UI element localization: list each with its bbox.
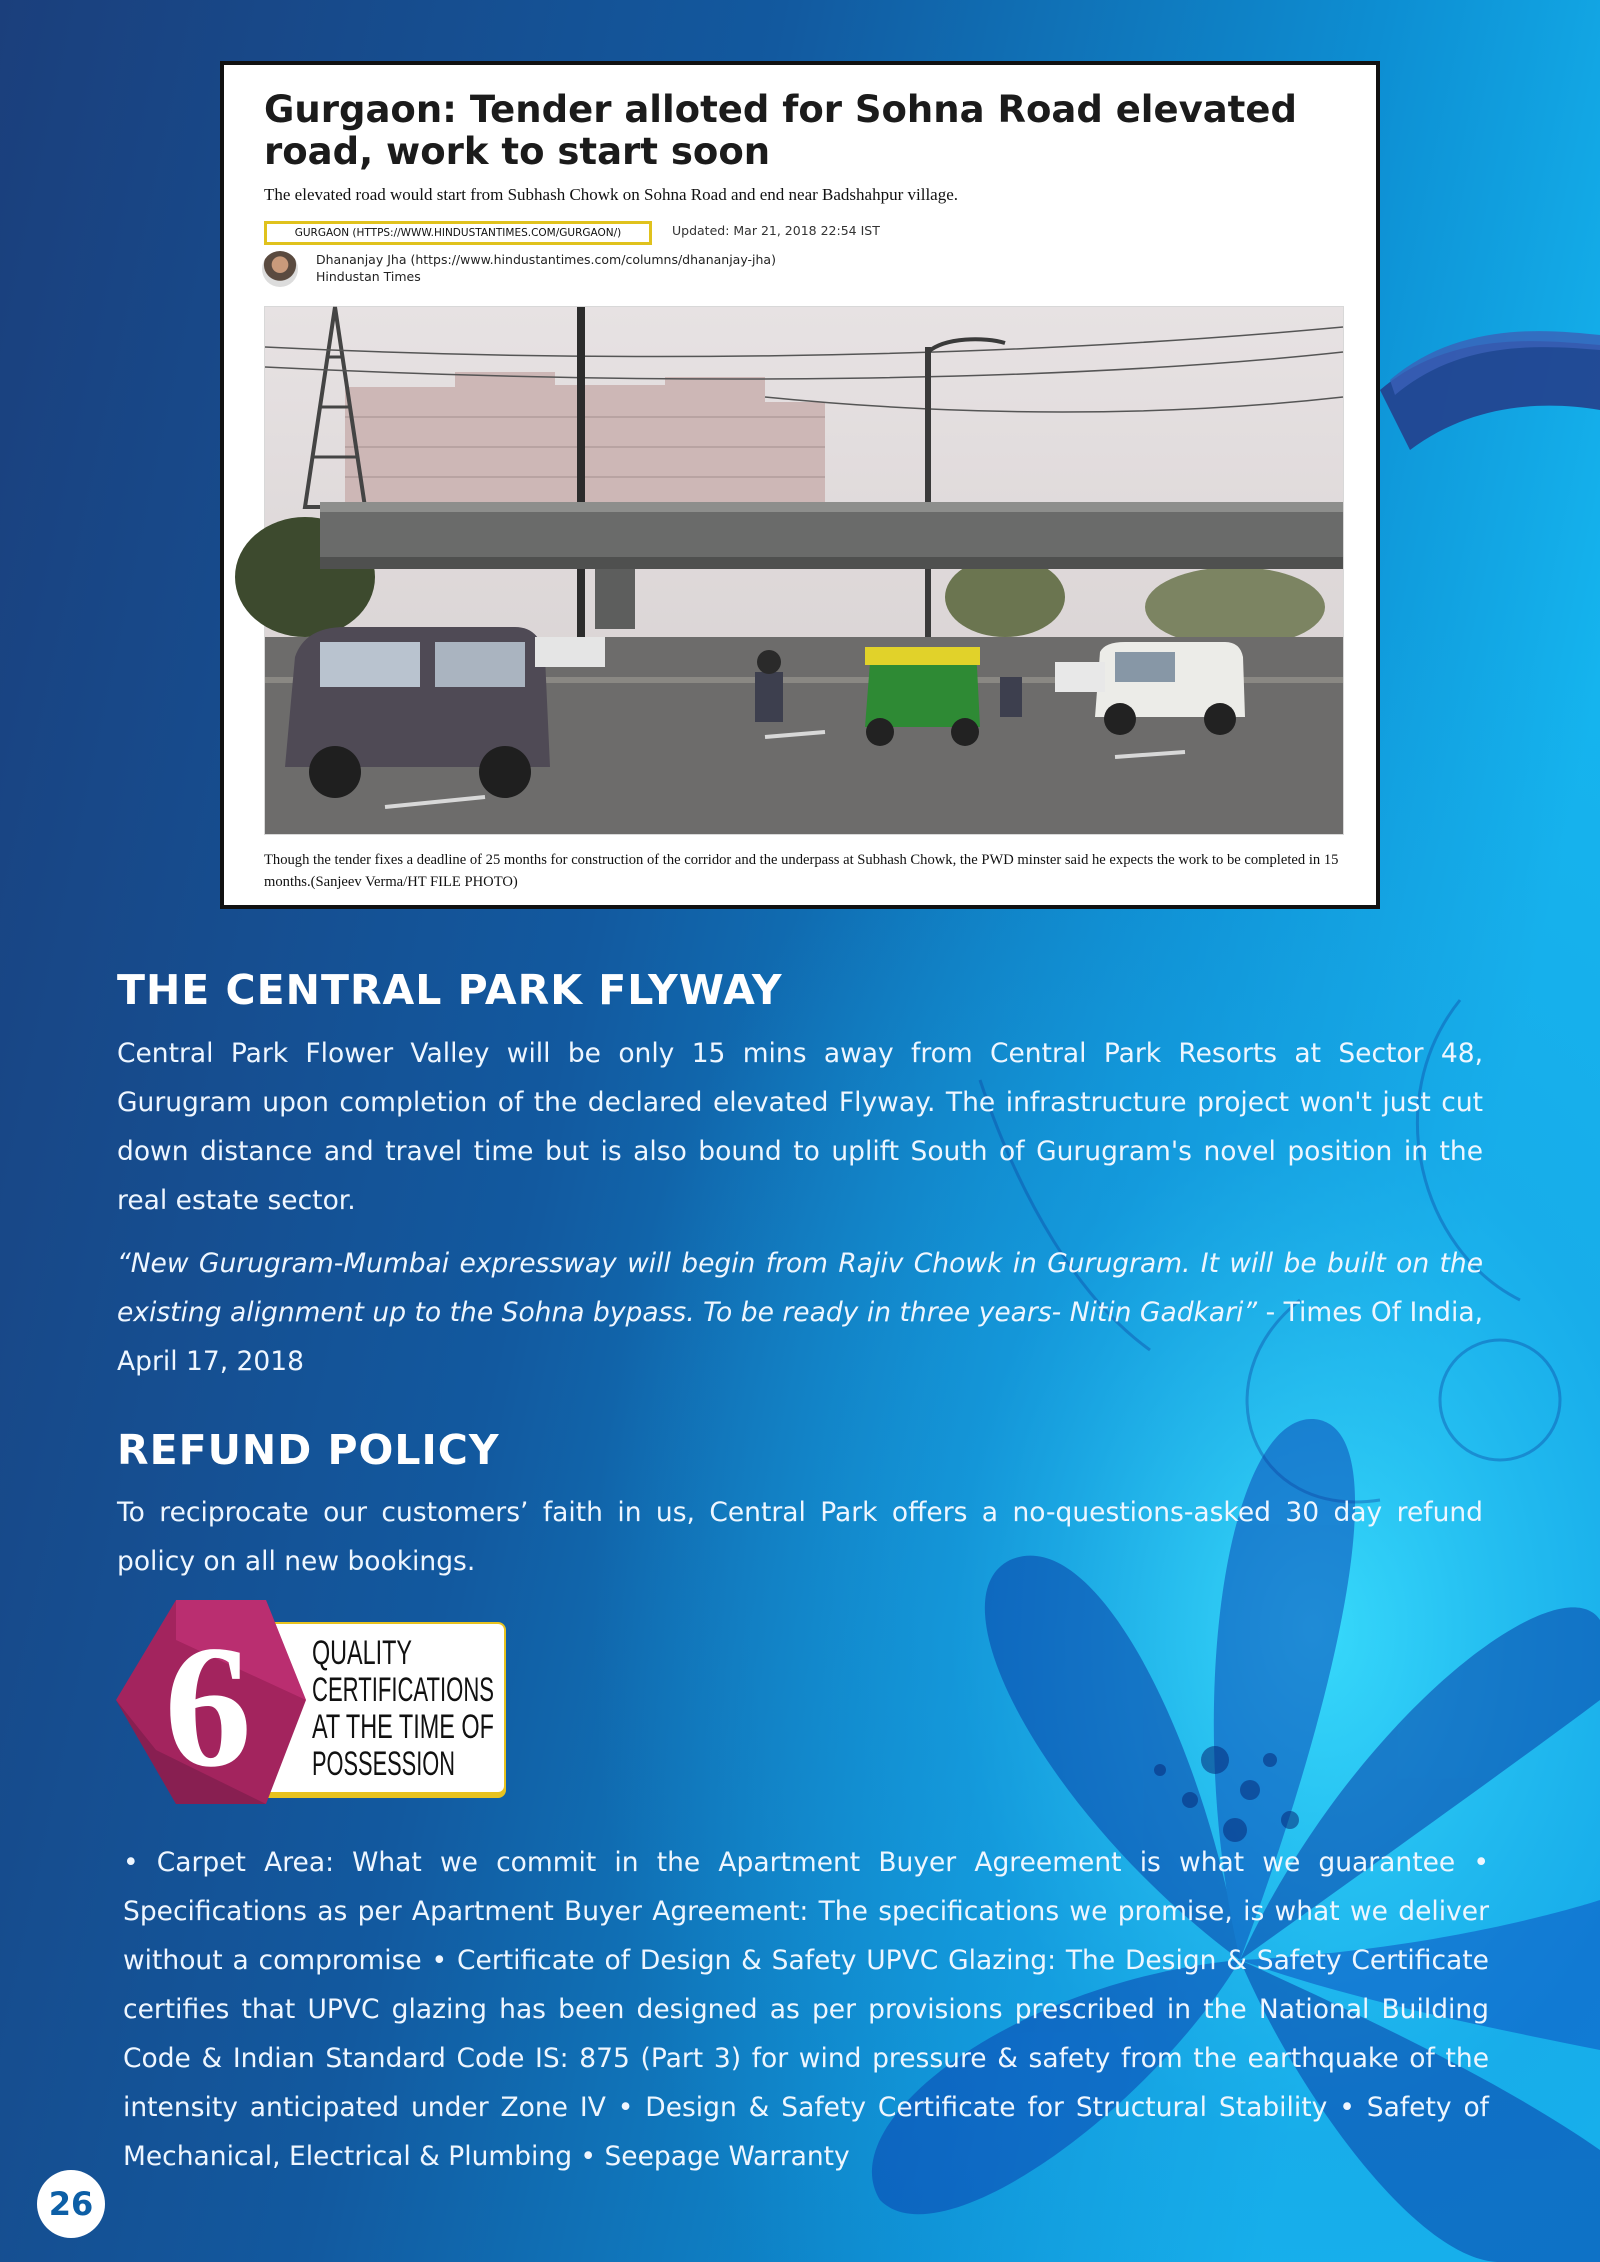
badge-line-2: CERTIFICATIONS xyxy=(312,1671,494,1709)
article-subtitle: The elevated road would start from Subhash Chowk on Sohna Road and end near Badshahpur village. xyxy=(264,185,959,204)
flyway-paragraph: Central Park Flower Valley will be only 15 mins away from Central Park Resorts at Sector 48, Gurugram upon completion of the declared elevated Flyway. The infrastructure project won't just cut down distance and travel time but is also bound to uplift South of Gurugram's novel position in the real estate sector. xyxy=(117,1038,1483,1216)
article-source-tag[interactable]: GURGAON (HTTPS://WWW.HINDUSTANTIMES.COM/GURGAON/) xyxy=(264,221,652,245)
article-headline: Gurgaon: Tender alloted for Sohna Road elevated road, work to start soon xyxy=(264,88,1297,173)
badge-line-4: POSSESSION xyxy=(312,1745,455,1783)
badge-line-3: AT THE TIME OF xyxy=(312,1708,494,1746)
certifications-list: • Carpet Area: What we commit in the Apartment Buyer Agreement is what we guarantee • Specifications as per Apartment Buyer Agreement: The specifications we promise, is what we deliver without a compromise • Certificate of Design & Safety UPVC Glazing: The Design & Safety Certificate certifies that UPVC glazing has been designed as per provisions prescribed in the National Building Code & Indian Standard Code IS: 875 (Part 3) for wind pressure & safety from the earthquake of the intensity anticipated under Zone IV • Design & Safety Certificate for Structural Stability • Safety of Mechanical, Electrical & Plumbing • Seepage Warranty xyxy=(123,1847,1489,2172)
article-updated: Updated: Mar 21, 2018 22:54 IST xyxy=(672,223,880,238)
publication-name: Hindustan Times xyxy=(316,269,421,284)
news-clipping xyxy=(220,61,1380,909)
page-number: 26 xyxy=(37,2170,105,2238)
badge-number: 6 xyxy=(164,1609,252,1803)
refund-paragraph: To reciprocate our customers’ faith in us, Central Park offers a no-questions-asked 30 day refund policy on all new bookings. xyxy=(117,1497,1483,1577)
quality-certifications-badge xyxy=(116,1600,511,1804)
badge-line-1: QUALITY xyxy=(312,1634,412,1672)
quote-source: - Times Of India, April 17, 2018 xyxy=(117,1297,1483,1377)
section-heading-refund: REFUND POLICY xyxy=(117,1426,500,1474)
article-byline xyxy=(316,251,776,285)
author-name[interactable]: Dhananjay Jha (https://www.hindustantimes.com/columns/dhananjay-jha) xyxy=(316,252,776,267)
author-avatar xyxy=(262,251,298,287)
section-heading-flyway: THE CENTRAL PARK FLYWAY xyxy=(117,966,783,1014)
photo-caption: Though the tender fixes a deadline of 25 months for construction of the corridor and the underpass at Subhash Chowk, the PWD minster said he expects the work to be completed in 15 months.(Sanjeev Verma/HT FILE PHOTO) xyxy=(264,852,1339,890)
article-photo xyxy=(264,306,1344,835)
quote-text: “New Gurugram-Mumbai expressway will begin from Rajiv Chowk in Gurugram. It will be built on the existing alignment up to the Sohna bypass. To be ready in three years- Nitin Gadkari” xyxy=(117,1248,1483,1328)
flyway-quote xyxy=(117,1239,1483,1386)
